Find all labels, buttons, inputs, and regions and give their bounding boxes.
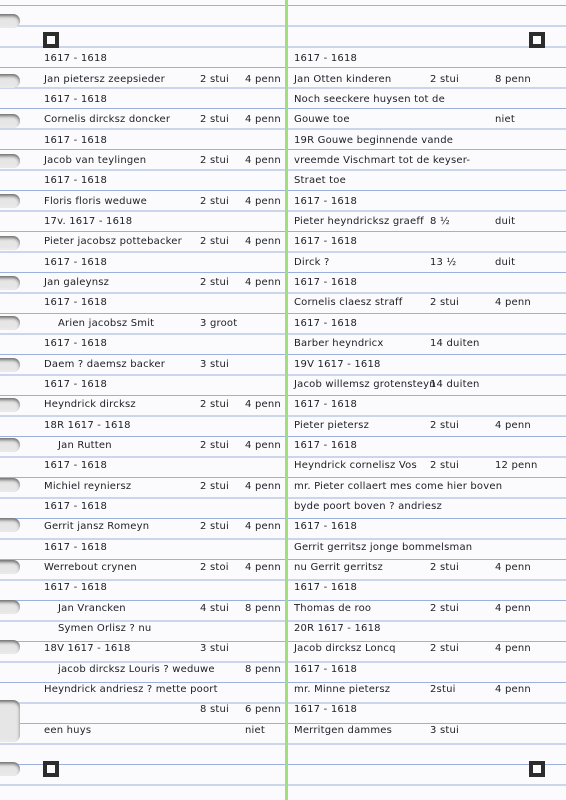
price-text: 4 penn	[245, 155, 281, 167]
line-text: Symen Orlisz ? nu	[58, 622, 152, 634]
line-text: Jan Vrancken	[58, 602, 126, 614]
quantity-text: 2 stui	[200, 114, 229, 126]
handwritten-line	[40, 271, 285, 291]
line-text: Jacob dircksz Loncq	[294, 643, 396, 655]
quantity-text: 3 groot	[200, 317, 238, 329]
handwritten-line	[40, 189, 285, 209]
line-text: 1617 - 1618	[44, 94, 108, 106]
quantity-text: 2 stui	[430, 73, 459, 85]
line-text: Michiel reyniersz	[44, 480, 132, 492]
handwritten-line	[290, 373, 552, 393]
line-text: 1617 - 1618	[294, 399, 358, 411]
line-text: 1617 - 1618	[44, 134, 108, 146]
handwritten-line	[40, 149, 285, 169]
punch-hole	[0, 640, 20, 654]
line-text: mr. Minne pietersz	[294, 684, 391, 695]
line-text: 1617 - 1618	[294, 236, 358, 248]
left-column	[40, 47, 285, 739]
handwritten-line	[40, 637, 285, 657]
line-text: 1617 - 1618	[294, 439, 358, 451]
handwritten-line	[40, 474, 285, 494]
handwritten-line	[290, 495, 552, 515]
price-text: 4 penn	[245, 277, 281, 289]
handwritten-line	[290, 556, 552, 576]
line-text: 1617 - 1618	[44, 53, 108, 65]
margin-line	[285, 0, 288, 800]
handwritten-line	[290, 434, 552, 454]
line-text: Thomas de roo	[294, 602, 372, 614]
line-text: Cornelis dircksz doncker	[44, 114, 171, 126]
handwritten-line	[290, 454, 552, 474]
punch-hole	[0, 358, 20, 372]
line-text: vreemde Vischmart tot de keyser-	[294, 155, 471, 167]
handwritten-line	[290, 108, 552, 128]
corner-marker-icon	[529, 761, 545, 777]
line-text: Jan Otten kinderen	[294, 73, 392, 85]
handwritten-line	[40, 210, 285, 230]
quantity-text: 2 stui	[200, 195, 229, 207]
punch-hole	[0, 518, 20, 532]
price-text: 4 penn	[495, 684, 531, 695]
quantity-text: 2 stui	[200, 155, 229, 167]
line-text: mr. Pieter collaert mes come hier boven	[294, 480, 503, 492]
line-text: 19V 1617 - 1618	[294, 358, 381, 370]
handwritten-line	[290, 637, 552, 657]
handwritten-line	[40, 617, 285, 637]
price-text: 4 penn	[245, 195, 281, 207]
handwritten-line	[290, 474, 552, 494]
price-text: 4 penn	[495, 602, 531, 614]
quantity-text: 2 stui	[200, 521, 229, 533]
price-text: niet	[245, 724, 265, 736]
handwritten-line	[40, 47, 285, 67]
handwritten-line	[40, 454, 285, 474]
punch-hole	[0, 236, 20, 250]
quantity-text: 2 stui	[430, 561, 459, 573]
handwritten-line	[40, 128, 285, 148]
price-text: 4 penn	[245, 480, 281, 492]
line-text: 1617 - 1618	[44, 541, 108, 553]
punch-hole	[0, 154, 20, 168]
quantity-text: 2 stui	[430, 602, 459, 614]
price-text: 6 penn	[245, 704, 281, 716]
line-text: 18R 1617 - 1618	[44, 419, 131, 431]
handwritten-line	[40, 88, 285, 108]
handwritten-line	[40, 495, 285, 515]
line-text: Arien jacobsz Smit	[58, 317, 155, 329]
handwritten-line	[40, 413, 285, 433]
price-text: 4 penn	[245, 399, 281, 411]
handwritten-line	[40, 657, 285, 677]
line-text: Gerrit jansz Romeyn	[44, 521, 150, 533]
line-text: 18V 1617 - 1618	[44, 643, 131, 655]
line-text: 1617 - 1618	[44, 338, 108, 350]
line-text: Jan Rutten	[58, 439, 112, 451]
handwritten-line	[290, 535, 552, 555]
line-text: 19R Gouwe beginnende vande	[294, 134, 454, 146]
quantity-text: 2 stui	[200, 439, 229, 451]
line-text: Cornelis claesz straff	[294, 297, 403, 309]
punch-hole	[0, 398, 20, 412]
line-text: Floris floris weduwe	[44, 195, 147, 207]
handwritten-line	[40, 169, 285, 189]
handwritten-line	[290, 149, 552, 169]
punch-hole	[0, 276, 20, 290]
punch-hole	[0, 478, 20, 492]
quantity-text: 13 ½	[430, 256, 457, 268]
quantity-text: 3 stui	[200, 358, 229, 370]
corner-marker-icon	[43, 761, 59, 777]
quantity-text: 2stui	[430, 684, 456, 695]
corner-marker-icon	[43, 32, 59, 48]
price-text: 4 penn	[495, 419, 531, 431]
line-text: 1617 - 1618	[44, 582, 108, 594]
handwritten-line	[290, 617, 552, 637]
quantity-text: 2 stui	[200, 399, 229, 411]
line-text: byde poort boven ? andriesz	[294, 500, 442, 512]
line-text: Heyndrick dircksz	[44, 399, 136, 411]
quantity-text: 2 stui	[200, 277, 229, 289]
price-text: 12 penn	[495, 460, 538, 472]
handwritten-line	[290, 88, 552, 108]
handwritten-line	[290, 291, 552, 311]
handwritten-line	[290, 210, 552, 230]
line-text: Jan pietersz zeepsieder	[44, 73, 165, 85]
handwritten-line	[40, 108, 285, 128]
line-text: 1617 - 1618	[44, 175, 108, 187]
price-text: 4 penn	[245, 439, 281, 451]
quantity-text: 2 stui	[200, 236, 229, 248]
handwritten-line	[40, 718, 285, 738]
handwritten-line	[290, 47, 552, 67]
handwritten-line	[290, 678, 552, 698]
handwritten-line	[40, 393, 285, 413]
handwritten-line	[40, 230, 285, 250]
line-text: Heyndrick andriesz ? mette poort	[44, 684, 218, 695]
price-text: 4 penn	[245, 73, 281, 85]
line-text: Jacob willemsz grotensteyn	[294, 378, 436, 390]
line-text: 1617 - 1618	[294, 521, 358, 533]
handwritten-line	[40, 535, 285, 555]
line-text: 17v. 1617 - 1618	[44, 216, 133, 228]
line-text: Jan galeynsz	[44, 277, 110, 289]
handwritten-line	[290, 169, 552, 189]
line-text: nu Gerrit gerritsz	[294, 561, 383, 573]
price-text: 4 penn	[245, 114, 281, 126]
price-text: 4 penn	[495, 297, 531, 309]
line-text: 1617 - 1618	[44, 378, 108, 390]
line-text: 1617 - 1618	[294, 277, 358, 289]
line-text: 1617 - 1618	[294, 53, 358, 65]
price-text: niet	[495, 114, 515, 126]
right-column	[290, 47, 552, 739]
handwritten-line	[290, 698, 552, 718]
punch-hole	[0, 194, 20, 208]
quantity-text: 2 stui	[200, 73, 229, 85]
line-text: Barber heyndricx	[294, 338, 384, 350]
handwritten-line	[40, 67, 285, 87]
punch-hole	[0, 762, 20, 776]
line-text: Merritgen dammes	[294, 724, 393, 736]
quantity-text: 2 stui	[200, 480, 229, 492]
line-text: 1617 - 1618	[294, 582, 358, 594]
handwritten-line	[40, 576, 285, 596]
quantity-text: 3 stui	[200, 643, 229, 655]
handwritten-line	[290, 67, 552, 87]
price-text: duit	[495, 216, 516, 228]
line-text: 1617 - 1618	[294, 317, 358, 329]
line-text: 1617 - 1618	[44, 256, 108, 268]
line-text: Noch seeckere huysen tot de	[294, 94, 445, 106]
handwritten-line	[290, 271, 552, 291]
line-text: Straet toe	[294, 175, 346, 187]
quantity-text: 2 stui	[430, 419, 459, 431]
punch-hole	[0, 316, 20, 330]
punch-hole	[0, 114, 20, 128]
price-text: 4 penn	[495, 561, 531, 573]
quantity-text: 14 duiten	[430, 378, 480, 390]
handwritten-line	[290, 657, 552, 677]
quantity-text: 4 stui	[200, 602, 229, 614]
quantity-text: 2 stoi	[200, 561, 229, 573]
line-text: Daem ? daemsz backer	[44, 358, 166, 370]
handwritten-line	[40, 698, 285, 718]
handwritten-line	[290, 515, 552, 535]
handwritten-line	[290, 596, 552, 616]
punch-hole	[0, 600, 20, 614]
handwritten-line	[290, 332, 552, 352]
handwritten-line	[40, 556, 285, 576]
quantity-text: 14 duiten	[430, 338, 480, 350]
line-text: Dirck ?	[294, 256, 330, 268]
handwritten-line	[290, 128, 552, 148]
handwritten-line	[290, 230, 552, 250]
punch-hole	[0, 438, 20, 452]
handwritten-line	[290, 189, 552, 209]
line-text: Pieter pietersz	[294, 419, 370, 431]
price-text: 4 penn	[245, 236, 281, 248]
handwritten-line	[40, 352, 285, 372]
line-text: 1617 - 1618	[44, 297, 108, 309]
quantity-text: 3 stui	[430, 724, 459, 736]
punch-hole	[0, 74, 20, 88]
price-text: duit	[495, 256, 516, 268]
handwritten-line	[40, 373, 285, 393]
handwritten-line	[40, 291, 285, 311]
punch-hole	[0, 14, 20, 28]
handwritten-line	[290, 311, 552, 331]
line-text: 20R 1617 - 1618	[294, 622, 381, 634]
price-text: 4 penn	[245, 561, 281, 573]
price-text: 8 penn	[495, 73, 531, 85]
punch-hole	[0, 700, 20, 742]
corner-marker-icon	[529, 32, 545, 48]
handwritten-line	[40, 515, 285, 535]
line-text: Pieter heyndricksz graeff	[294, 216, 424, 228]
line-text: 1617 - 1618	[294, 663, 358, 675]
quantity-text: 8 stui	[200, 704, 229, 716]
quantity-text: 8 ½	[430, 216, 450, 228]
price-text: 8 penn	[245, 663, 281, 675]
handwritten-line	[40, 434, 285, 454]
quantity-text: 2 stui	[430, 297, 459, 309]
line-text: Heyndrick cornelisz Vos	[294, 460, 417, 472]
handwritten-line	[290, 393, 552, 413]
line-text: een huys	[44, 724, 92, 736]
handwritten-line	[290, 413, 552, 433]
price-text: 8 penn	[245, 602, 281, 614]
handwritten-line	[290, 576, 552, 596]
handwritten-line	[290, 352, 552, 372]
handwritten-line	[40, 311, 285, 331]
line-text: jacob dircksz Louris ? weduwe	[58, 663, 215, 675]
handwritten-line	[40, 596, 285, 616]
line-text: 1617 - 1618	[44, 500, 108, 512]
price-text: 4 penn	[245, 521, 281, 533]
quantity-text: 2 stui	[430, 460, 459, 472]
quantity-text: 2 stui	[430, 643, 459, 655]
price-text: 4 penn	[495, 643, 531, 655]
handwritten-line	[290, 718, 552, 738]
line-text: Jacob van teylingen	[44, 155, 147, 167]
handwritten-line	[290, 250, 552, 270]
line-text: 1617 - 1618	[44, 460, 108, 472]
line-text: Gerrit gerritsz jonge bommelsman	[294, 541, 473, 553]
line-text: 1617 - 1618	[294, 704, 358, 716]
handwritten-line	[40, 332, 285, 352]
line-text: Werrebout crynen	[44, 561, 137, 573]
punch-hole	[0, 560, 20, 574]
line-text: Gouwe toe	[294, 114, 350, 126]
line-text: 1617 - 1618	[294, 195, 358, 207]
line-text: Pieter jacobsz pottebacker	[44, 236, 182, 248]
handwritten-line	[40, 678, 285, 698]
handwritten-line	[40, 250, 285, 270]
